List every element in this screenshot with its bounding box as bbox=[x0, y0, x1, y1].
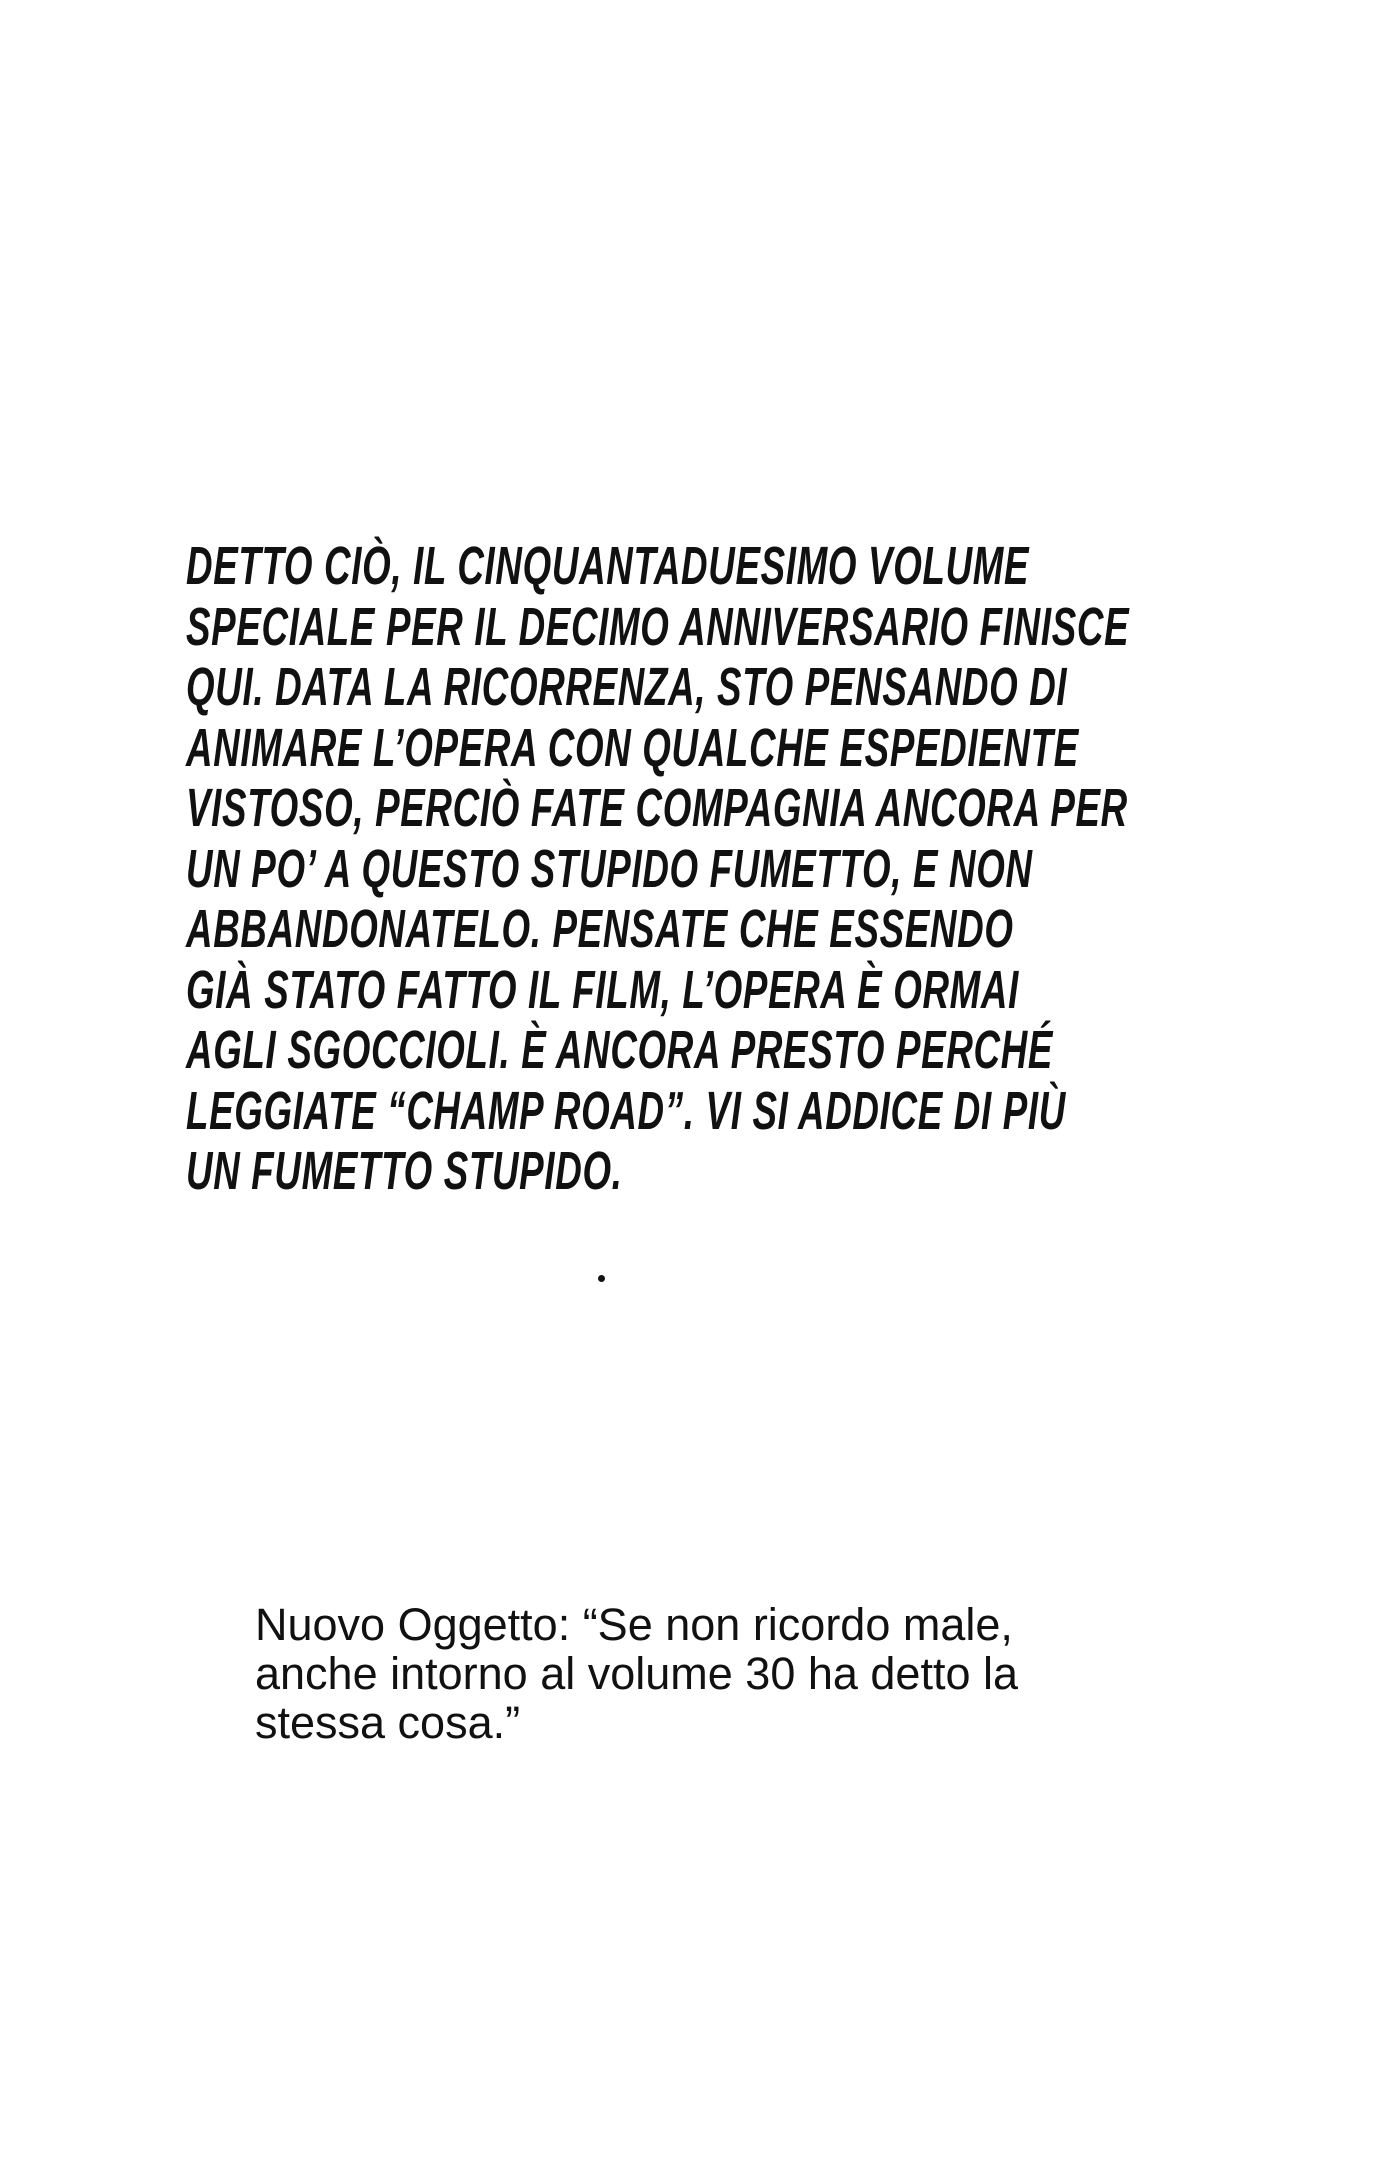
caption-line: stessa cosa.” bbox=[255, 1697, 521, 1748]
caption-line: anche intorno al volume 30 ha detto la bbox=[255, 1648, 1019, 1699]
note-line: UN FUMETTO STUPIDO. bbox=[186, 1141, 623, 1201]
note-line: AGLI SGOCCIOLI. È ANCORA PRESTO PERCHÉ bbox=[186, 1020, 1054, 1080]
handwritten-author-note bbox=[186, 536, 1400, 1202]
ink-dot bbox=[598, 1275, 605, 1282]
note-line: QUI. DATA LA RICORRENZA, STO PENSANDO DI bbox=[186, 657, 1068, 717]
note-line: ANIMARE L’OPERA CON QUALCHE ESPEDIENTE bbox=[186, 717, 1079, 778]
note-line: ABBANDONATELO. PENSATE CHE ESSENDO bbox=[186, 899, 1014, 959]
note-line: VISTOSO, PERCIÒ FATE COMPAGNIA ANCORA PER bbox=[186, 778, 1128, 838]
note-line: LEGGIATE “CHAMP ROAD”. VI SI ADDICE DI PIÙ bbox=[186, 1080, 1066, 1141]
editor-caption bbox=[255, 1600, 1155, 1747]
note-line: UN PO’ A QUESTO STUPIDO FUMETTO, E NON bbox=[186, 838, 1033, 899]
caption-line: Nuovo Oggetto: “Se non ricordo male, bbox=[255, 1599, 1013, 1650]
note-line: SPECIALE PER IL DECIMO ANNIVERSARIO FINISCE bbox=[186, 596, 1130, 657]
note-line: GIÀ STATO FATTO IL FILM, L’OPERA È ORMAI bbox=[186, 959, 1019, 1020]
note-line: DETTO CIÒ, IL CINQUANTADUESIMO VOLUME bbox=[186, 536, 1030, 596]
